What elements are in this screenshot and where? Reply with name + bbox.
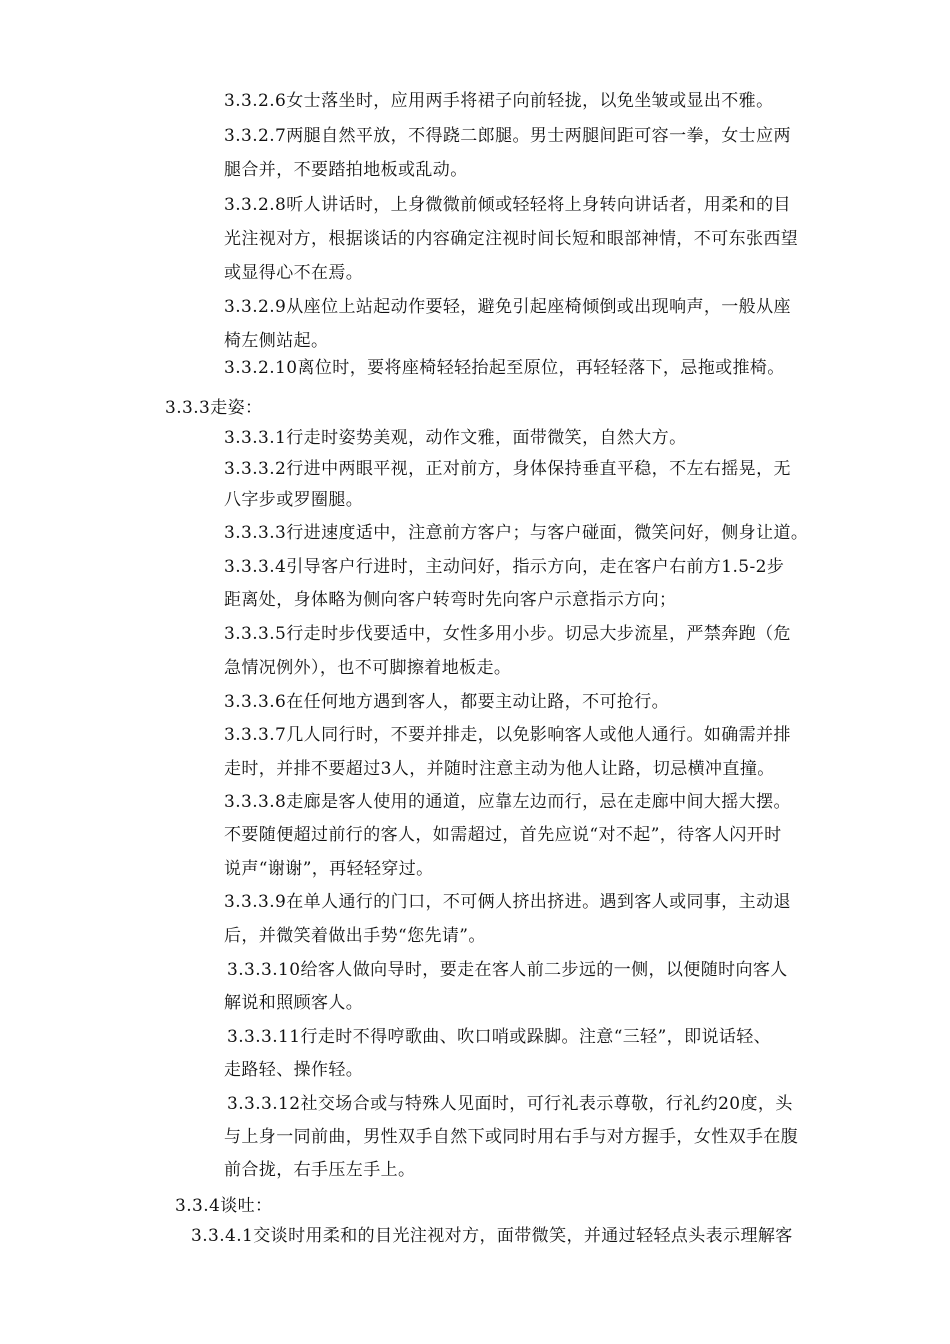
text-line: 3.3.3.3行进速度适中，注意前方客户；与客户碰面，微笑问好，侧身让道。 xyxy=(224,523,809,543)
text-line: 3.3.3.9在单人通行的门口，不可俩人挤出挤进。遇到客人或同事，主动退 xyxy=(224,892,791,912)
section-heading: 3.3.3走姿： xyxy=(165,398,263,418)
text-line: 3.3.3.7几人同行时，不要并排走，以免影响客人或他人通行。如确需并排 xyxy=(224,725,791,745)
text-line: 走路轻、操作轻。 xyxy=(224,1060,364,1080)
text-line: 不要随便超过前行的客人，如需超过，首先应说“对不起”，待客人闪开时 xyxy=(224,825,782,845)
text-line: 3.3.2.8听人讲话时，上身微微前倾或轻轻将上身转向讲话者，用柔和的目 xyxy=(224,195,791,215)
text-line: 或显得心不在焉。 xyxy=(224,263,364,283)
text-line: 前合拢，右手压左手上。 xyxy=(224,1160,416,1180)
section-heading: 3.3.4谈吐： xyxy=(175,1196,273,1216)
text-line: 3.3.2.10离位时，要将座椅轻轻抬起至原位，再轻轻落下，忌拖或推椅。 xyxy=(224,358,785,378)
text-line: 光注视对方，根据谈话的内容确定注视时间长短和眼部神情，不可东张西望 xyxy=(224,229,799,249)
text-line: 3.3.3.2行进中两眼平视，正对前方，身体保持垂直平稳，不左右摇晃，无 xyxy=(224,459,791,479)
text-line: 3.3.2.7两腿自然平放，不得跷二郎腿。男士两腿间距可容一拳，女士应两 xyxy=(224,126,791,146)
text-line: 3.3.3.4引导客户行进时，主动问好，指示方向，走在客户右前方1.5-2步 xyxy=(224,557,785,577)
text-line: 走时，并排不要超过3人，并随时注意主动为他人让路，切忌横冲直撞。 xyxy=(224,759,775,779)
text-line: 说声“谢谢”，再轻轻穿过。 xyxy=(224,859,434,879)
text-line: 3.3.3.12社交场合或与特殊人见面时，可行礼表示尊敬，行礼约20度，头 xyxy=(227,1094,793,1114)
text-line: 与上身一同前曲，男性双手自然下或同时用右手与对方握手，女性双手在腹 xyxy=(224,1127,799,1147)
text-line: 急情况例外），也不可脚擦着地板走。 xyxy=(224,658,512,678)
text-line: 椅左侧站起。 xyxy=(224,331,329,351)
text-line: 3.3.3.8走廊是客人使用的通道，应靠左边而行，忌在走廊中间大摇大摆。 xyxy=(224,792,791,812)
text-line: 3.3.2.6女士落坐时，应用两手将裙子向前轻拢，以免坐皱或显出不雅。 xyxy=(224,91,774,111)
text-line: 解说和照顾客人。 xyxy=(224,993,364,1013)
text-line: 3.3.3.10给客人做向导时，要走在客人前二步远的一侧，以便随时向客人 xyxy=(227,960,788,980)
text-line: 3.3.3.6在任何地方遇到客人，都要主动让路，不可抢行。 xyxy=(224,692,670,712)
text-line: 3.3.3.5行走时步伐要适中，女性多用小步。切忌大步流星，严禁奔跑（危 xyxy=(224,624,791,644)
text-line: 3.3.3.11行走时不得哼歌曲、吹口哨或跺脚。注意“三轻”，即说话轻、 xyxy=(227,1027,772,1047)
text-line: 3.3.4.1交谈时用柔和的目光注视对方，面带微笑，并通过轻轻点头表示理解客 xyxy=(191,1226,793,1246)
text-line: 3.3.3.1行走时姿势美观，动作文雅，面带微笑，自然大方。 xyxy=(224,428,687,448)
text-line: 腿合并，不要踏拍地板或乱动。 xyxy=(224,160,468,180)
text-line: 距离处，身体略为侧向客户转弯时先向客户示意指示方向； xyxy=(224,590,677,610)
text-line: 后，并微笑着做出手势“您先请”。 xyxy=(224,926,486,946)
text-line: 3.3.2.9从座位上站起动作要轻，避免引起座椅倾倒或出现响声，一般从座 xyxy=(224,297,791,317)
text-line: 八字步或罗圈腿。 xyxy=(224,490,364,510)
